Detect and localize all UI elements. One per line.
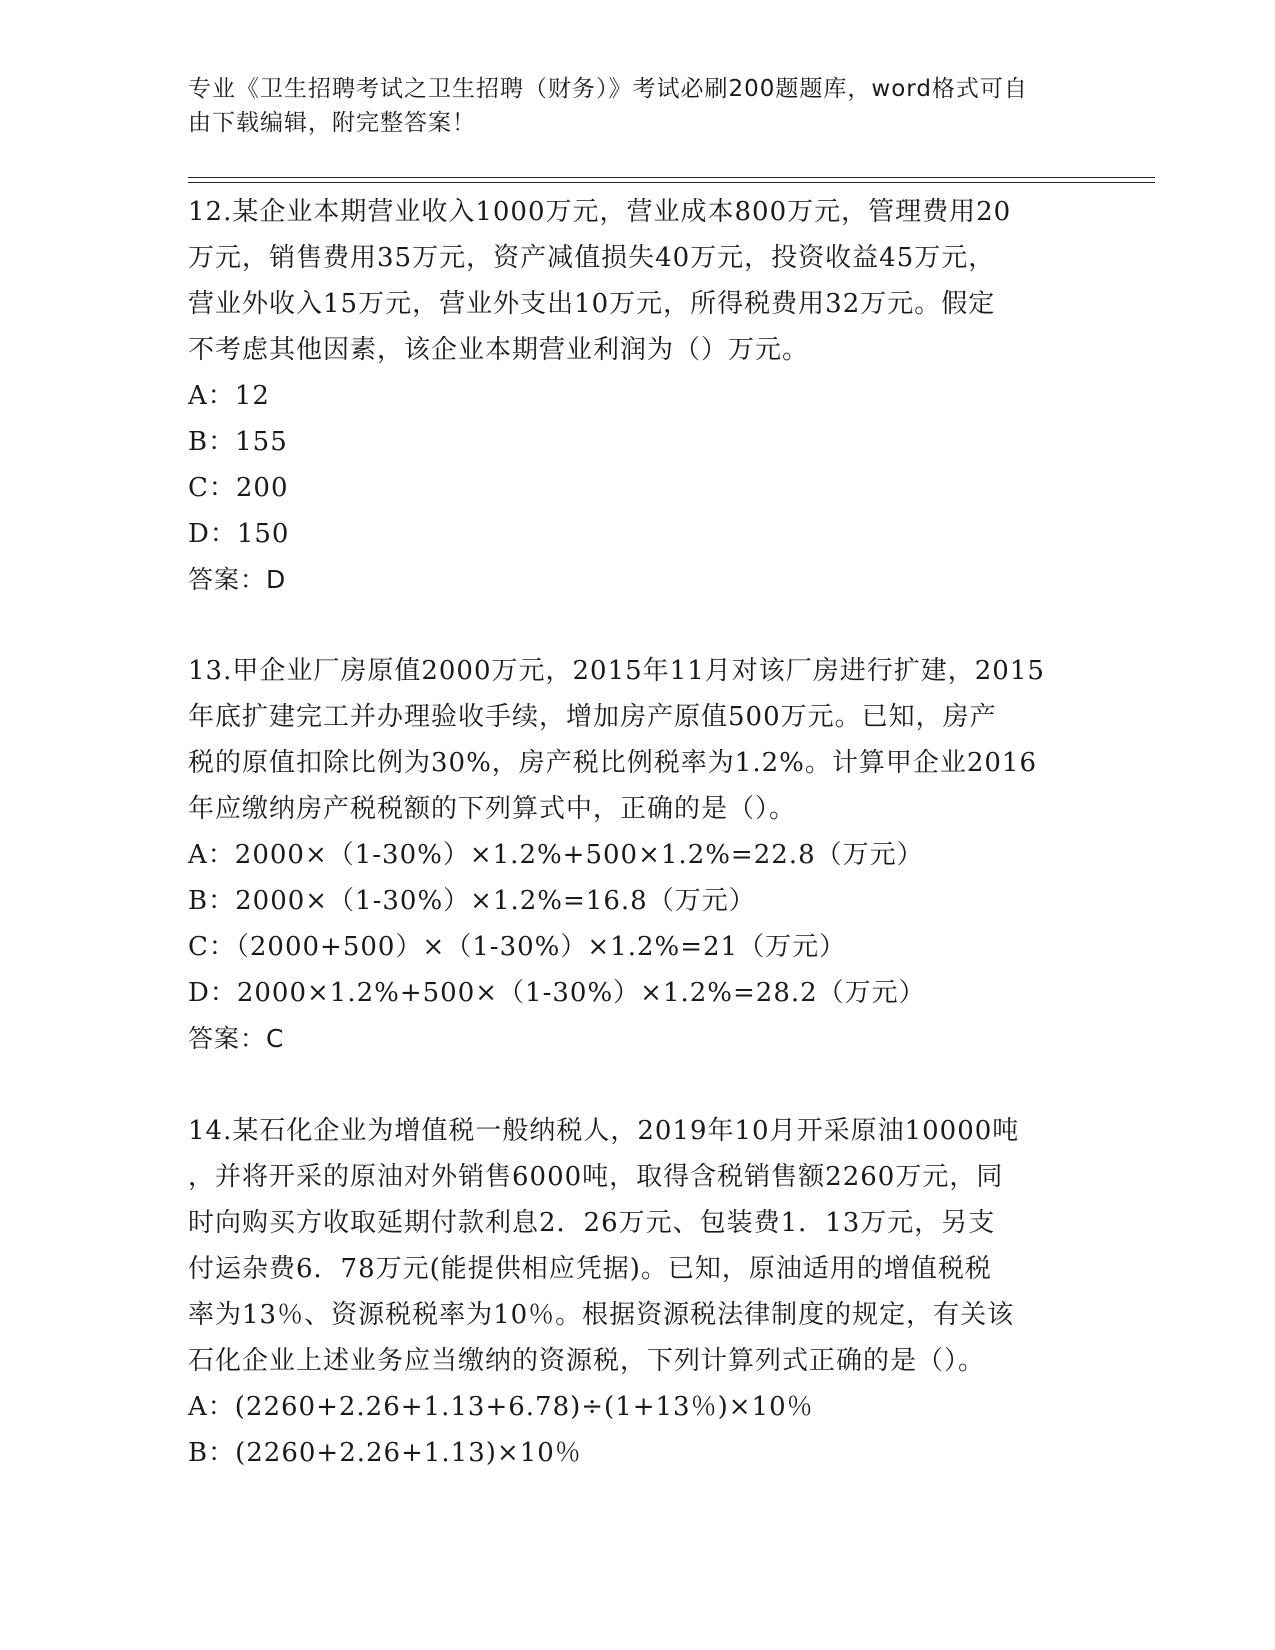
question-stem-line: 不考虑其他因素，该企业本期营业利润为（）万元。 bbox=[188, 335, 810, 365]
option-c: C：（2000+500）×（1-30%）×1.2%=21（万元） bbox=[188, 932, 847, 962]
question-stem-line: 时向购买方收取延期付款利息2．26万元、包装费1．13万元，另支 bbox=[188, 1208, 996, 1238]
question-stem-line: 营业外收入15万元，营业外支出10万元，所得税费用32万元。假定 bbox=[188, 289, 996, 319]
question-14 bbox=[188, 1108, 1088, 1476]
header-divider bbox=[188, 182, 1155, 183]
option-c: C：200 bbox=[188, 473, 289, 503]
question-stem-line: 付运杂费6．78万元(能提供相应凭据)。已知，原油适用的增值税税 bbox=[188, 1254, 992, 1284]
question-stem-line: 税的原值扣除比例为30%，房产税比例税率为1.2%。计算甲企业2016 bbox=[188, 748, 1038, 778]
option-b: B：(2260+2.26+1.13)×10％ bbox=[188, 1438, 582, 1468]
header-line: 专业《卫生招聘考试之卫生招聘（财务）》考试必刷200题题库，word格式可自 bbox=[188, 76, 1028, 102]
option-b: B：155 bbox=[188, 427, 288, 457]
question-stem-line: 年底扩建完工并办理验收手续，增加房产原值500万元。已知，房产 bbox=[188, 702, 997, 732]
option-d: D：2000×1.2%+500×（1-30%）×1.2%=28.2（万元） bbox=[188, 978, 926, 1008]
option-d: D：150 bbox=[188, 519, 290, 549]
answer-line: 答案：C bbox=[188, 1024, 285, 1053]
question-stem-line: ，并将开采的原油对外销售6000吨，取得含税销售额2260万元，同 bbox=[188, 1162, 1004, 1192]
option-b: B：2000×（1-30%）×1.2%=16.8（万元） bbox=[188, 886, 756, 916]
question-12 bbox=[188, 189, 1088, 603]
option-a: A：(2260+2.26+1.13+6.78)÷(1+13％)×10％ bbox=[188, 1392, 814, 1422]
option-a: A：12 bbox=[188, 381, 270, 411]
question-stem-line: 12.某企业本期营业收入1000万元，营业成本800万元，管理费用20 bbox=[188, 197, 1012, 227]
document-header bbox=[188, 72, 1068, 140]
question-stem-line: 石化企业上述业务应当缴纳的资源税，下列计算列式正确的是（）。 bbox=[188, 1346, 986, 1376]
question-stem-line: 年应缴纳房产税税额的下列算式中，正确的是（）。 bbox=[188, 794, 797, 824]
question-stem-line: 14.某石化企业为增值税一般纳税人，2019年10月开采原油10000吨 bbox=[188, 1116, 1020, 1146]
option-a: A：2000×（1-30%）×1.2%+500×1.2%=22.8（万元） bbox=[188, 840, 924, 870]
answer-line: 答案：D bbox=[188, 565, 287, 594]
question-13 bbox=[188, 648, 1088, 1062]
question-stem-line: 万元，销售费用35万元，资产减值损失40万元，投资收益45万元， bbox=[188, 243, 996, 273]
header-divider bbox=[188, 177, 1155, 178]
header-line: 由下载编辑，附完整答案！ bbox=[188, 110, 476, 136]
question-stem-line: 13.甲企业厂房原值2000万元，2015年11月对该厂房进行扩建，2015 bbox=[188, 656, 1045, 686]
question-stem-line: 率为13％、资源税税率为10％。根据资源税法律制度的规定，有关该 bbox=[188, 1300, 1015, 1330]
